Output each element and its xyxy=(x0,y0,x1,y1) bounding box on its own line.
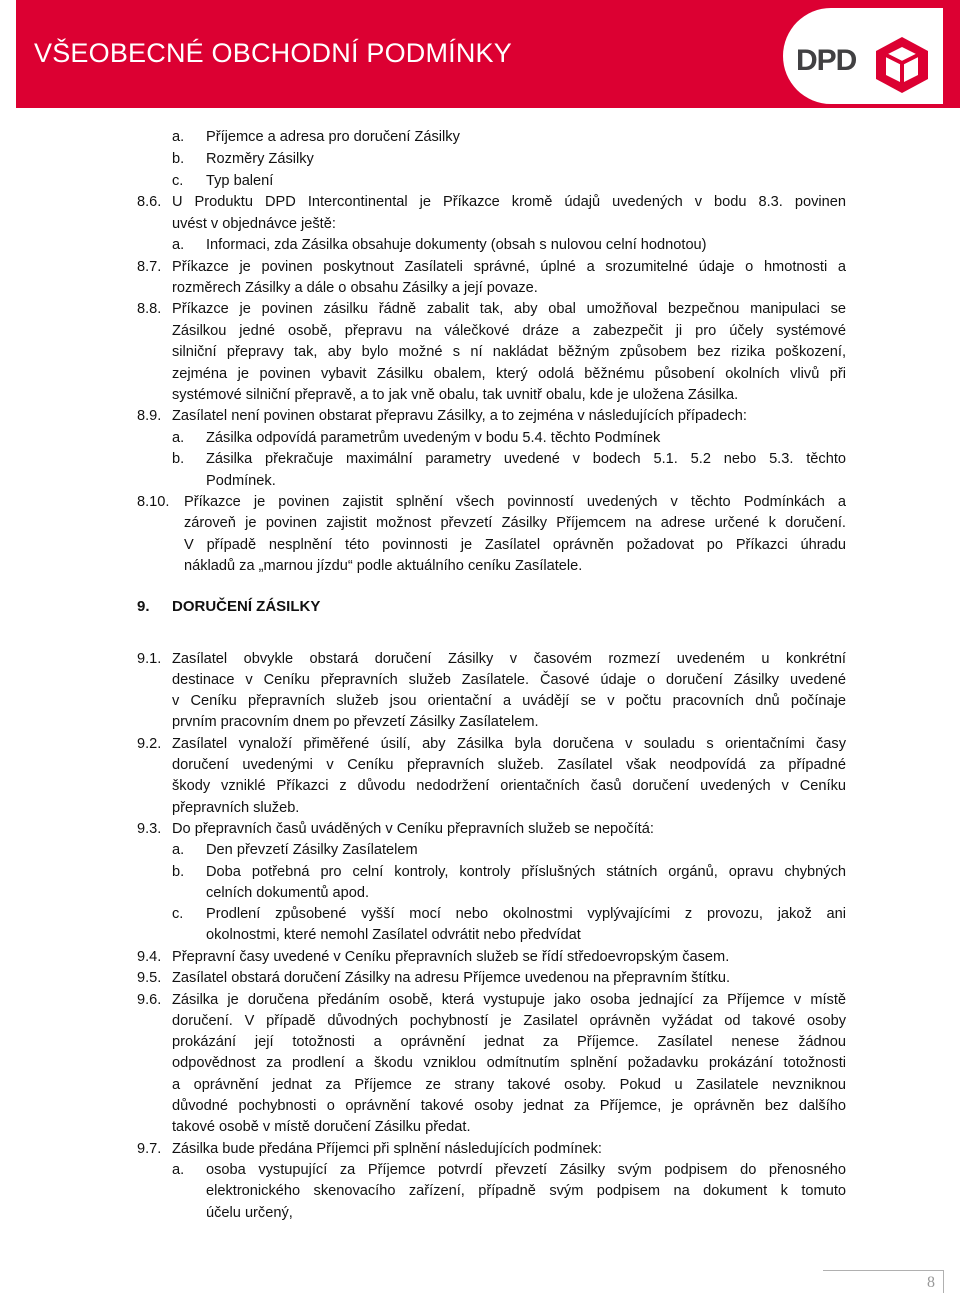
clause-number: a. xyxy=(172,129,185,145)
clause-number: 8.10. xyxy=(137,494,170,510)
clause-number: 8.7. xyxy=(137,259,162,275)
clause-number: 8.8. xyxy=(137,301,162,317)
text-line: uvést v objednávce ještě: xyxy=(172,216,336,232)
text-line: škody vzniklé Příkazci z důvodu nedodržení orientačních časů doručení uvedených v Ceníku xyxy=(172,778,846,794)
text-line: takové osobě v místě doručení Zásilku předat. xyxy=(172,1119,471,1135)
page-title: VŠEOBECNÉ OBCHODNÍ PODMÍNKY xyxy=(34,38,512,68)
text-line: Zásilka je doručena předáním osobě, která vystupuje jako osoba jednající za Příjemce v místě xyxy=(172,992,846,1008)
text-line: Rozměry Zásilky xyxy=(206,151,314,167)
text-line: a oprávnění jednat za Příjemce ze strany takové osoby. Pokud u Zasilatele nevzniknou xyxy=(172,1077,846,1093)
clause-number: 9.5. xyxy=(137,970,162,986)
text-line: Příkazce je povinen zajistit splnění všech povinností uvedených v těchto Podmínkách a xyxy=(184,494,846,510)
clause-number: 9.2. xyxy=(137,736,162,752)
text-line: Prodlení způsobené vyšší mocí nebo okolnostmi vyplývajícími z provozu, jakož ani xyxy=(206,906,846,922)
text-line: Typ balení xyxy=(206,173,274,189)
clause-number: a. xyxy=(172,1162,185,1178)
text-line: Zásilka bude předána Příjemci při splnění následujících podmínek: xyxy=(172,1141,602,1157)
text-line: Zásilka překračuje maximální parametry uvedené v bodech 5.1. 5.2 nebo 5.3. těchto xyxy=(206,451,846,467)
text-line: odpovědnost za prodlení a škodu vzniklou odmítnutím splnění požadavku prokázání totožnosti xyxy=(172,1055,846,1071)
logo-wordmark: DPD xyxy=(796,44,857,77)
text-line: prokázání její totožnosti a oprávnění jednat za Příjemce. Zasílatel nenese žádnou xyxy=(172,1034,846,1050)
text-line: důvodné pochybnosti o oprávnění takové osoby jednat za Příjemce, je oprávněn bez dalšího xyxy=(172,1098,846,1114)
text-line: doručení uvedenými v Ceníku přepravních služeb. Zasílatel však neodpovídá za případné xyxy=(172,757,846,773)
clause-number: 8.6. xyxy=(137,194,162,210)
text-line: osoba vystupující za Příjemce potvrdí převzetí Zásilky svým podpisem do přenosného xyxy=(206,1162,846,1178)
clause-number: 9.1. xyxy=(137,651,162,667)
text-line: Do přepravních časů uváděných v Ceníku přepravních služeb se nepočítá: xyxy=(172,821,654,837)
clause-number: 9.3. xyxy=(137,821,162,837)
text-line: Zásilka odpovídá parametrům uvedeným v bodu 5.4. těchto Podmínek xyxy=(206,430,661,446)
text-line: zároveň je povinen zajistit možnost převzetí Zásilky Příjemcem na adrese určené k doručení. xyxy=(184,515,846,531)
clause-number: c. xyxy=(172,906,184,922)
clause-number: a. xyxy=(172,430,185,446)
text-line: Podmínek. xyxy=(206,473,276,489)
text-line: silniční přepravy tak, aby bylo možné s ní nakládat běžným způsobem bez rizika poškození, xyxy=(172,344,846,360)
text-line: prvním pracovním dnem po převzetí Zásilky Zasílatelem. xyxy=(172,714,539,730)
clause-number: 9.7. xyxy=(137,1141,162,1157)
text-line: Den převzetí Zásilky Zasílatelem xyxy=(206,842,418,858)
clause-number: b. xyxy=(172,451,185,467)
clause-number: b. xyxy=(172,864,185,880)
text-line: V případě nesplnění této povinnosti je Zasílatel oprávněn požadovat po Příkazci úhradu xyxy=(184,537,846,553)
clause-number: 9.6. xyxy=(137,992,162,1008)
text-line: celních dokumentů apod. xyxy=(206,885,370,901)
section-heading: DORUČENÍ ZÁSILKY xyxy=(172,598,321,615)
text-line: Zasílatel obstará doručení Zásilky na adresu Příjemce uvedenou na přepravním štítku. xyxy=(172,970,731,986)
clause-number: b. xyxy=(172,151,185,167)
text-line: elektronického skenovacího zařízení, případně svým podpisem na dokument k tomuto xyxy=(206,1183,846,1199)
text-line: Příkazce je povinen zásilku řádně zabalit tak, aby obal umožňoval bezpečnou manipulaci se xyxy=(172,301,846,317)
text-line: přepravních služeb. xyxy=(172,800,300,816)
text-line: rozměrech Zásilky a dále o obsahu Zásilky a její povaze. xyxy=(172,280,538,296)
section-number: 9. xyxy=(137,598,150,615)
text-line: Zasílatel není povinen obstarat přepravu Zásilky, a to zejména v následujících případech: xyxy=(172,408,747,424)
text-line: okolnostmi, které nemohl Zasílatel odvrátit nebo předvídat xyxy=(206,927,581,943)
text-line: systémové silniční přepravě, a to jak vně obalu, tak uvnitř obalu, kde je uložena Zásilka. xyxy=(172,387,739,403)
page-number-box xyxy=(823,1270,944,1293)
text-line: nákladů za „marnou jízdu“ podle aktuálního ceníku Zasílatele. xyxy=(184,558,583,574)
clause-number: a. xyxy=(172,842,185,858)
text-line: Zásilkou jedné osobě, přepravu na válečkové dráze a zabezpečit ji pro účely systémové xyxy=(172,323,846,339)
text-line: Doba potřebná pro celní kontroly, kontroly příslušných státních orgánů, opravu chybných xyxy=(206,864,846,880)
page-number: 8 xyxy=(927,1274,935,1291)
text-line: destinace v Ceníku přepravních služeb Zasílatele. Časové údaje o doručení Zásilky uvedené xyxy=(172,672,846,688)
text-line: Přepravní časy uvedené v Ceníku přepravních služeb se řídí středoevropským časem. xyxy=(172,949,730,965)
text-line: účelu určený, xyxy=(206,1205,293,1221)
text-line: U Produktu DPD Intercontinental je Příkazce kromě údajů uvedených v bodu 8.3. povinen xyxy=(172,194,846,210)
text-line: doručení. V případě důvodných pochybností je Zasilatel oprávněn vyžádat od takové osoby xyxy=(172,1013,846,1029)
clause-number: 9.4. xyxy=(137,949,162,965)
text-line: Informaci, zda Zásilka obsahuje dokumenty (obsah s nulovou celní hodnotou) xyxy=(206,237,707,253)
text-line: Příjemce a adresa pro doručení Zásilky xyxy=(206,129,460,145)
clause-number: 8.9. xyxy=(137,408,162,424)
text-line: v Ceníku přepravních služeb jsou orientační a uvádějí se v počtu pracovních dnů počínaje xyxy=(172,693,846,709)
text-line: zejména je povinen vybavit Zásilku obalem, který odolá běžnému působení okolních vlivů při xyxy=(172,366,846,382)
text-line: Zasílatel vynaloží přiměřené úsilí, aby Zásilka byla doručena v souladu s orientačními časy xyxy=(172,736,846,752)
text-line: Zasílatel obvykle obstará doručení Zásilky v časovém rozmezí uvedeném u konkrétní xyxy=(172,651,846,667)
text-line: Příkazce je povinen poskytnout Zasílateli správné, úplné a srozumitelné údaje o hmotnosti a xyxy=(172,259,846,275)
clause-number: a. xyxy=(172,237,185,253)
clause-number: c. xyxy=(172,173,184,189)
